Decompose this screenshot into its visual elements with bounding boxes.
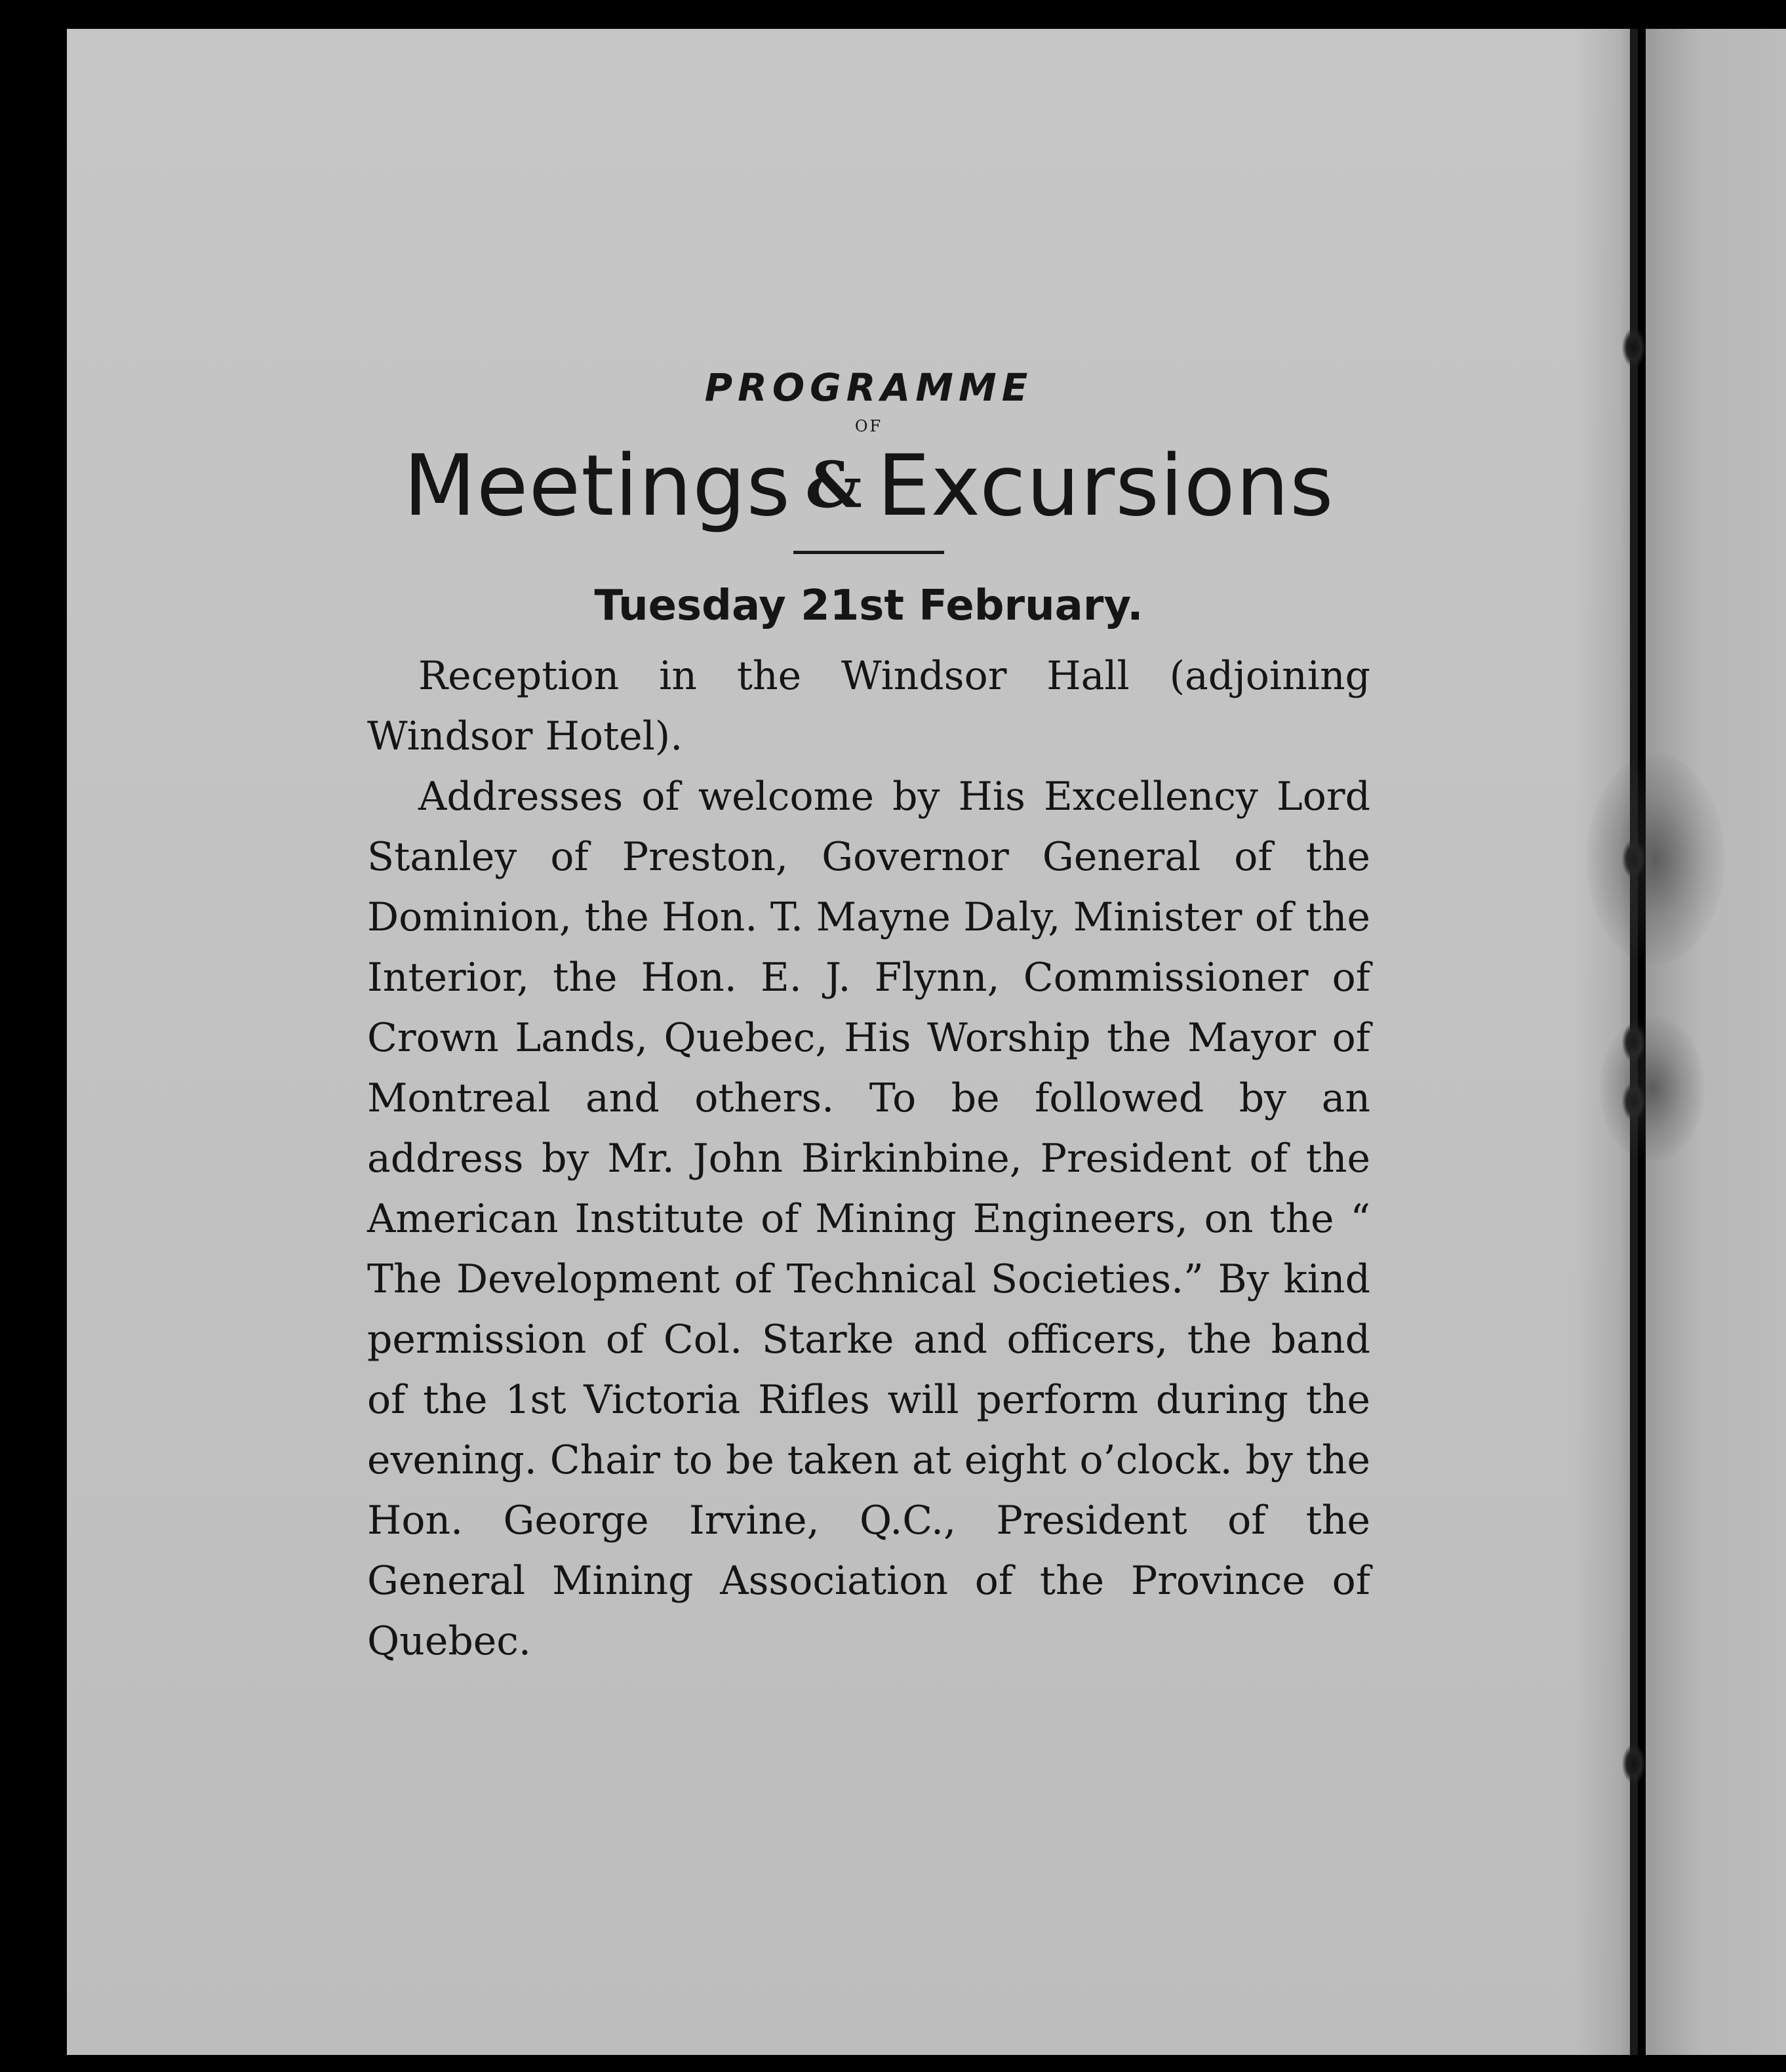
binding-stain — [1587, 754, 1724, 964]
programme-label: PROGRAMME — [704, 365, 1033, 410]
title-excursions: Excursions — [877, 437, 1334, 535]
paragraph-reception: Reception in the Windsor Hall (adjoining Windsor Hotel). — [367, 653, 1370, 760]
title-meetings: Meetings — [403, 437, 791, 535]
date-heading: Tuesday 21st February. — [594, 581, 1143, 630]
ampersand-ornament: & — [805, 447, 863, 522]
binding-stitch — [1622, 328, 1646, 367]
binding-stitch — [1622, 1744, 1646, 1783]
programme-content — [367, 341, 1370, 1671]
of-label: OF — [854, 416, 883, 435]
paragraph-addresses: Addresses of welcome by His Excellency Lord Stanley of Preston, Governor General of the Dominion, the Hon. T. Mayne Daly, Minister of the Interior, the Hon. E. J. Flynn, Commissioner of Crown Lands, Quebec, His Worship the Mayor of Montreal and others. To be followed by an address by Mr. John Birkinbine, President of the American Institute of Mining Engineers, on the “ The Development of Technical Societies.” By kind permission of Col. Starke and officers, the band of the 1st Victoria Rifles will perform during the evening. Chair to be taken at eight o’clock. by the Hon. George Irvine, Q.C., President of the General Mining Association of the Province of Quebec. — [367, 774, 1370, 1665]
binding-stain — [1600, 1016, 1705, 1161]
title-divider — [793, 551, 944, 554]
page-title — [367, 437, 1370, 535]
